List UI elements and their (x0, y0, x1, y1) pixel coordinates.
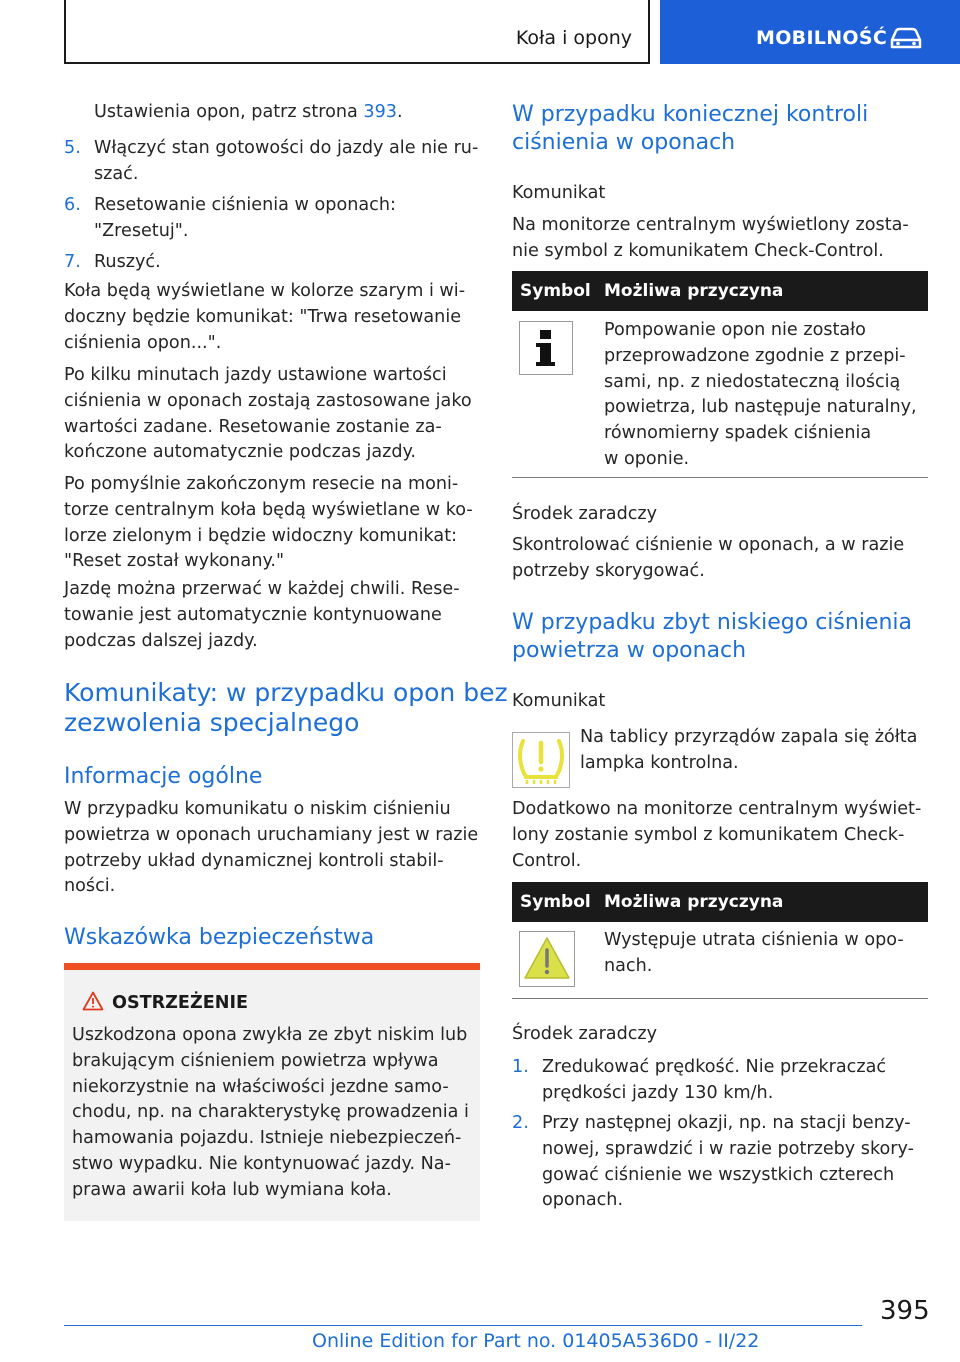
table-cell-cause: Pompowanie opon nie zostało przeprowadzone zgodnie z przepi- sami, np. z niedostateczną ilością powietrza, lub następuje naturalny, równomierny spadek ciśnienia w oponie. (604, 320, 917, 469)
section-heading: Komunikaty: w przypadku opon bez zezwolenia specjalnego (64, 678, 508, 737)
header-chapter-title: MOBILNOŚĆ (756, 27, 888, 49)
table-header: Symbol Możliwa przyczyna (512, 882, 928, 922)
page-number: 395 (880, 1296, 930, 1326)
list-item: 5. Włączyć stan gotowości do jazdy ale nie ru- szać. (64, 138, 479, 184)
header-chapter-box (660, 0, 960, 64)
paragraph: Koła będą wyświetlane w kolorze szarym i wi- doczny będzie komunikat: "Trwa resetowanie ciśnienia opon...". (64, 281, 466, 353)
warning-bar (64, 963, 480, 970)
info-icon (519, 321, 573, 375)
paragraph: Po pomyślnie zakończonym resecie na moni- torze centralnym koła będą wyświetlane w ko- lorze zielonym i będzie widoczny komunikat: "Reset został wykonany." (64, 474, 473, 572)
paragraph: Na monitorze centralnym wyświetlony zosta- nie symbol z komunikatem Check-Control. (512, 215, 909, 261)
subsection-heading: Informacje ogólne (64, 764, 263, 789)
lamp-text: Na tablicy przyrządów zapala się żółta lampka kontrolna. (580, 727, 918, 773)
tire-pressure-warning-icon (512, 732, 570, 788)
paragraph: Skontrolować ciśnienie w oponach, a w razie potrzeby skorygować. (512, 535, 905, 581)
table-cell-cause: Występuje utrata ciśnienia w opo- nach. (604, 930, 904, 976)
message-label: Komunikat (512, 183, 606, 203)
section-heading: W przypadku koniecznej kontroli ciśnienia w oponach (512, 102, 869, 155)
table-header: Symbol Możliwa przyczyna (512, 271, 928, 311)
table-rule (512, 477, 928, 478)
paragraph: Po kilku minutach jazdy ustawione wartości ciśnienia w oponach zostają zastosowane jako wartości zadane. Resetowanie zostanie za- kończone automatycznie podczas jazdy. (64, 365, 472, 463)
paragraph: Jazdę można przerwać w każdej chwili. Rese- towanie jest automatycznie kontynuowane podczas dalszej jazdy. (64, 579, 460, 651)
remedy-label: Środek zaradczy (512, 1024, 658, 1044)
subsection-heading: Wskazówka bezpieczeństwa (64, 925, 375, 950)
continued-line: Ustawienia opon, patrz strona 393. (94, 102, 403, 122)
warning-triangle-icon (519, 931, 575, 987)
message-label: Komunikat (512, 691, 606, 711)
warning-box (64, 963, 480, 1221)
table-rule (512, 998, 928, 999)
warning-title: OSTRZEŻENIE (112, 993, 249, 1013)
footer-rule (64, 1325, 862, 1326)
header-section-title: Koła i opony (515, 27, 632, 49)
page-link[interactable]: 393 (363, 102, 397, 122)
header-section-box (64, 0, 650, 64)
warning-icon (82, 991, 104, 1011)
paragraph: Dodatkowo na monitorze centralnym wyświet- lony zostanie symbol z komunikatem Check- Control. (512, 799, 922, 871)
remedy-label: Środek zaradczy (512, 504, 658, 524)
warning-text: Uszkodzona opona zwykła ze zbyt niskim lub brakującym ciśnieniem powietrza wpływa niekorzystnie na właściwości jezdne samo- chodu, np. na charakterystykę prowadzenia i hamowania pojazdu. Istnieje niebezpieczeń- stwo wypadku. Nie kontynuować jazdy. Na- prawa awarii koła lub wymiana koła. (72, 1025, 469, 1200)
footer-edition: Online Edition for Part no. 01405A536D0 - II/22 (312, 1330, 760, 1352)
section-heading: W przypadku zbyt niskiego ciśnienia powietrza w oponach (512, 610, 913, 663)
paragraph: W przypadku komunikatu o niskim ciśnieniu powietrza w oponach uruchamiany jest w razie potrzeby układ dynamicznej kontroli stabil- ności. (64, 799, 479, 897)
car-icon (888, 26, 924, 50)
